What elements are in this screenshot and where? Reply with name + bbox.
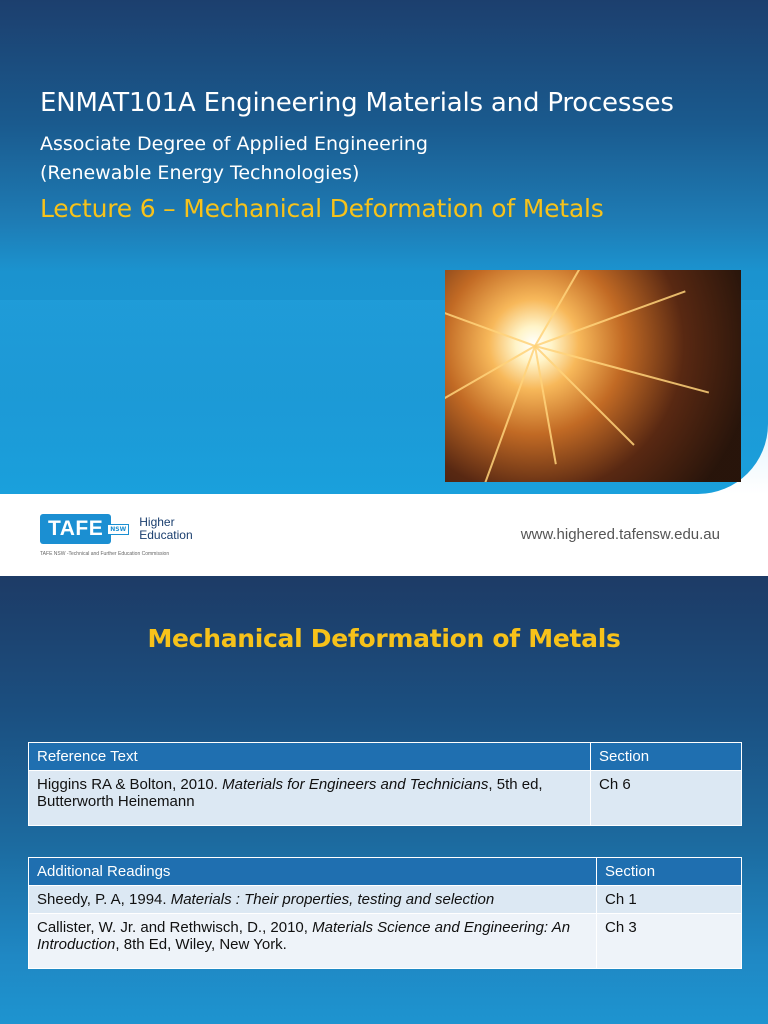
citation-prefix: Callister, W. Jr. and Rethwisch, D., 2010, — [37, 919, 313, 936]
additional-readings-header: Additional Readings — [29, 858, 597, 886]
reading-section: Ch 3 — [597, 914, 742, 969]
reading-citation — [29, 886, 597, 914]
slide-title: Mechanical Deformation of Metals — [147, 624, 621, 653]
citation-suffix: , 8th Ed, Wiley, New York. — [115, 936, 287, 953]
reference-section: Ch 6 — [591, 771, 742, 826]
spark-streak — [445, 311, 535, 347]
welding-sparks-photo — [445, 270, 741, 482]
degree-subtitle — [40, 130, 428, 188]
lecture-title: Lecture 6 – Mechanical Deformation of Metals — [40, 194, 604, 223]
website-url[interactable]: www.highered.tafensw.edu.au — [520, 526, 720, 543]
references-slide — [0, 576, 768, 1024]
tafe-caption: TAFE NSW -Technical and Further Education Commission — [40, 551, 170, 557]
degree-subtitle-line2: (Renewable Energy Technologies) — [40, 162, 360, 184]
citation-suffix: , 5th ed, Butterworth Heinemann — [37, 776, 543, 810]
section-header: Section — [597, 858, 742, 886]
citation-prefix: Higgins RA & Bolton, 2010. — [37, 776, 223, 793]
degree-subtitle-line1: Associate Degree of Applied Engineering — [40, 133, 428, 155]
spark-streak — [535, 345, 709, 394]
course-title: ENMAT101A Engineering Materials and Processes — [40, 88, 674, 118]
tafe-logo — [40, 514, 193, 544]
spark-streak — [483, 346, 536, 482]
table-row — [29, 886, 742, 914]
additional-readings-table — [28, 857, 742, 969]
spark-streak — [445, 345, 536, 402]
higher-label: Higher — [139, 515, 175, 529]
citation-title: Materials for Engineers and Technicians — [222, 776, 489, 793]
table-row — [29, 914, 742, 969]
table-row — [29, 771, 742, 826]
tafe-nsw-badge: NSW — [107, 524, 129, 535]
citation-prefix: Sheedy, P. A, 1994. — [37, 891, 171, 908]
reference-text-header: Reference Text — [29, 743, 591, 771]
citation-title: Materials : Their properties, testing and selection — [170, 891, 495, 908]
reference-citation — [29, 771, 591, 826]
section-header: Section — [591, 743, 742, 771]
tafe-logo-text: TAFE — [40, 514, 111, 544]
reference-text-table — [28, 742, 742, 826]
education-label: Education — [139, 528, 193, 542]
citation-title: Materials Science and Engineering: An Introduction — [37, 919, 571, 953]
reading-section: Ch 1 — [597, 886, 742, 914]
reading-citation — [29, 914, 597, 969]
higher-education-label — [139, 516, 192, 542]
spark-streak — [535, 290, 686, 347]
